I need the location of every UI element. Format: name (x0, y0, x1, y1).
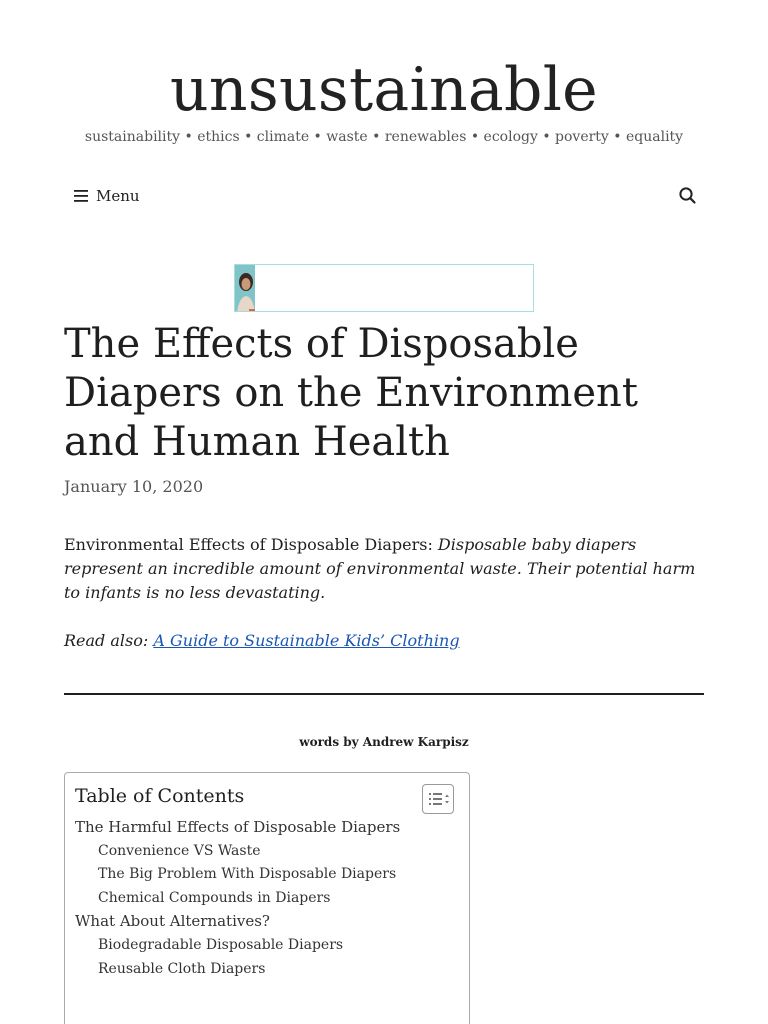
toc-toggle-button[interactable] (422, 784, 454, 814)
read-also (64, 629, 704, 653)
ad-banner[interactable] (234, 264, 534, 312)
search-icon (678, 185, 698, 207)
toc-list (75, 816, 400, 981)
post-intro (64, 533, 704, 605)
toc-item[interactable]: The Harmful Effects of Disposable Diapers (75, 818, 401, 836)
toc-item[interactable]: Convenience VS Waste (98, 842, 261, 859)
list-toggle-icon (423, 785, 453, 813)
menu-button[interactable] (74, 184, 140, 208)
person-photo-icon (235, 265, 255, 312)
hamburger-icon (74, 190, 88, 202)
post-title: The Effects of Disposable Diapers on the Environment and Human Health (64, 321, 638, 465)
toc-item[interactable]: The Big Problem With Disposable Diapers (98, 866, 397, 883)
read-also-label: Read also: (64, 631, 154, 650)
intro-plain-text: Environmental Effects of Disposable Diapers: (64, 535, 438, 554)
toc-item[interactable]: What About Alternatives? (75, 912, 270, 931)
post-date: January 10, 2020 (64, 477, 204, 496)
site-title[interactable]: unsustainable (169, 55, 598, 125)
intro-italic-text: Disposable baby diapers represent an incredible amount of environmental waste. Their potential harm to infants is no less devastating. (64, 535, 696, 602)
read-also-link[interactable]: A Guide to Sustainable Kids’ Clothing (153, 631, 460, 650)
search-button[interactable] (678, 185, 698, 207)
menu-label: Menu (96, 187, 140, 205)
byline: words by Andrew Karpisz (299, 735, 469, 749)
toc-title: Table of Contents (75, 785, 245, 807)
toc-item[interactable]: Biodegradable Disposable Diapers (98, 936, 344, 953)
table-of-contents (64, 772, 470, 1024)
section-divider (64, 693, 704, 695)
toc-item[interactable]: Reusable Cloth Diapers (98, 960, 266, 977)
site-tagline: sustainability • ethics • climate • waste • renewables • ecology • poverty • equality (84, 129, 684, 145)
toc-item[interactable]: Chemical Compounds in Diapers (98, 889, 331, 906)
